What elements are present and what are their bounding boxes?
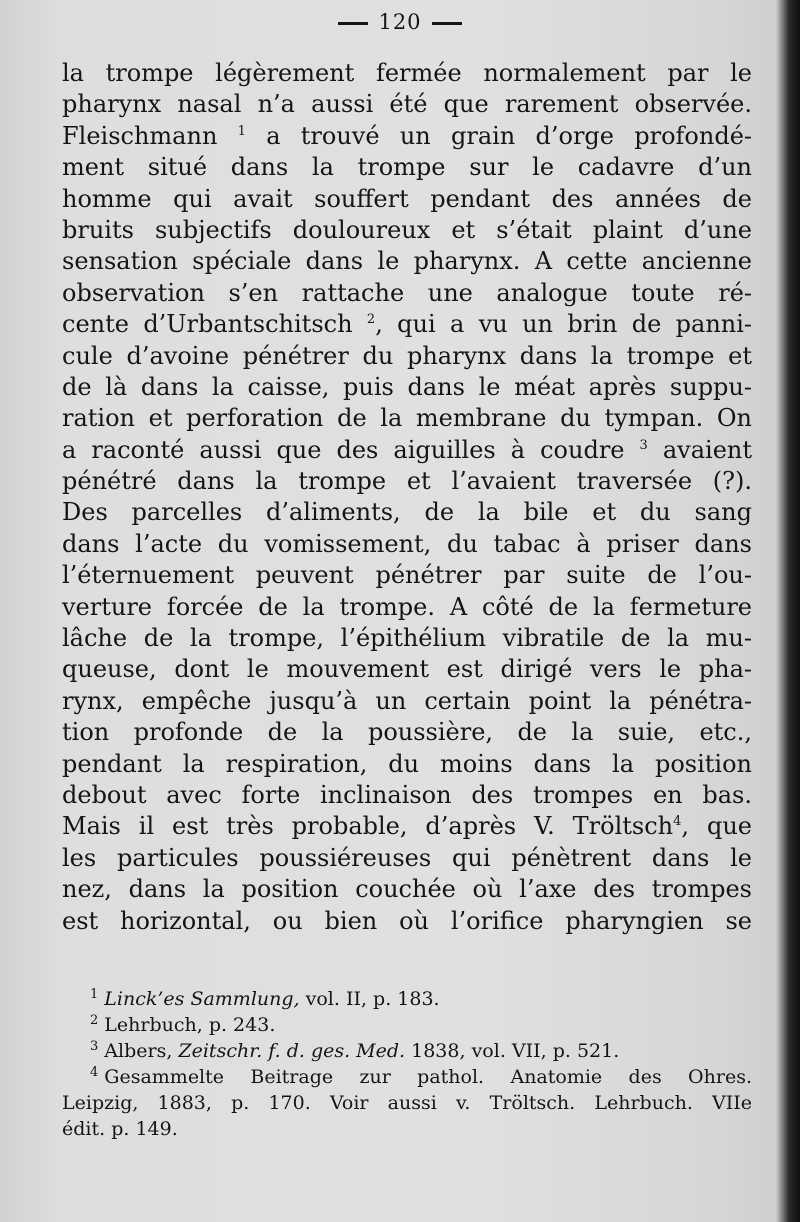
header-dash-left <box>338 22 368 25</box>
body-line: ment situé dans la trompe sur le cadavre d’un <box>62 153 752 182</box>
body-line: l’éternuement peuvent pénétrer par suite de l’ou- <box>62 561 752 590</box>
body-line: verture forcée de la trompe. A côté de la fermeture <box>62 592 752 621</box>
footnote-4-cont: Leipzig, 1883, p. 170. Voir aussi v. Tröltsch. Lehrbuch. VIIe <box>62 1092 752 1114</box>
header-dash-right <box>432 22 462 25</box>
page-number: 120 <box>378 10 422 34</box>
body-line: Des parcelles d’aliments, de la bile et du sang <box>62 498 752 527</box>
footnote-mark: 1 <box>90 986 99 1002</box>
footnote-ref: 1 <box>237 123 246 139</box>
body-line: Mais il est très probable, d’après V. Tröltsch$^4$, que <box>62 812 752 841</box>
footnote-mark: 4 <box>90 1064 99 1080</box>
body-line: les particules poussiéreuses qui pénètrent dans le <box>62 843 752 872</box>
footnote-4: $^4$ Gesammelte Beitrage zur pathol. Anatomie des Ohres. <box>90 1064 752 1088</box>
body-line: cule d’avoine pénétrer du pharynx dans la trompe et <box>62 341 752 370</box>
body-line: queuse, dont le mouvement est dirigé vers le pha- <box>62 655 752 684</box>
body-line: Fleischmann $^1$ a trouvé un grain d’orge profondé- <box>62 121 753 150</box>
body-line: bruits subjectifs douloureux et s’était plaint d’une <box>62 215 752 244</box>
body-line: observation s’en rattache une analogue toute ré- <box>62 278 752 307</box>
body-line: sensation spéciale dans le pharynx. A cette ancienne <box>62 247 752 276</box>
body-line: lâche de la trompe, l’épithélium vibratile de la mu- <box>62 624 752 653</box>
body-line: rynx, empêche jusqu’à un certain point la pénétra- <box>62 686 752 715</box>
body-line: nez, dans la position couchée où l’axe des trompes <box>62 875 752 904</box>
body-line: debout avec forte inclinaison des trompes en bas. <box>62 780 752 809</box>
body-line: pharynx nasal n’a aussi été que rarement observée. <box>62 90 752 119</box>
footnote-ref: 3 <box>639 437 648 453</box>
body-text <box>62 58 752 937</box>
footnote-mark: 3 <box>90 1038 99 1054</box>
body-line: pendant la respiration, du moins dans la position <box>62 749 752 778</box>
footnote-ref: 2 <box>366 312 376 328</box>
body-line: est horizontal, ou bien où l’orifice pharyngien se <box>62 906 752 935</box>
body-line: dans l’acte du vomissement, du tabac à priser dans <box>62 529 752 558</box>
body-line: de là dans la caisse, puis dans le méat après suppu- <box>62 372 752 401</box>
body-line: homme qui avait souffert pendant des années de <box>62 184 752 213</box>
footnote-2: $^2$ Lehrbuch, p. 243. <box>90 1012 276 1036</box>
page-header <box>0 10 800 34</box>
footnote-mark: 2 <box>90 1012 99 1028</box>
footnote-1: $^1$ Linck’es Sammlung, vol. II, p. 183. <box>90 986 440 1010</box>
body-line: tion profonde de la poussière, de la suie, etc., <box>62 718 752 747</box>
footnotes <box>62 986 752 1142</box>
body-line: pénétré dans la trompe et l’avaient traversée (?). <box>62 467 752 496</box>
footnote-3: $^3$ Albers, Zeitschr. f. d. ges. Med. 1838, vol. VII, p. 521. <box>90 1038 620 1062</box>
footnote-ref: 4 <box>673 814 682 830</box>
body-line: a raconté aussi que des aiguilles à coudre $^3$ avaient <box>62 435 752 464</box>
body-line: ration et perforation de la membrane du tympan. On <box>62 404 752 433</box>
body-line: cente d’Urbantschitsch $^2$, qui a vu un brin de panni- <box>62 310 753 339</box>
footnote-4-end: édit. p. 149. <box>62 1118 178 1140</box>
body-line: la trompe légèrement fermée normalement par le <box>62 59 752 87</box>
